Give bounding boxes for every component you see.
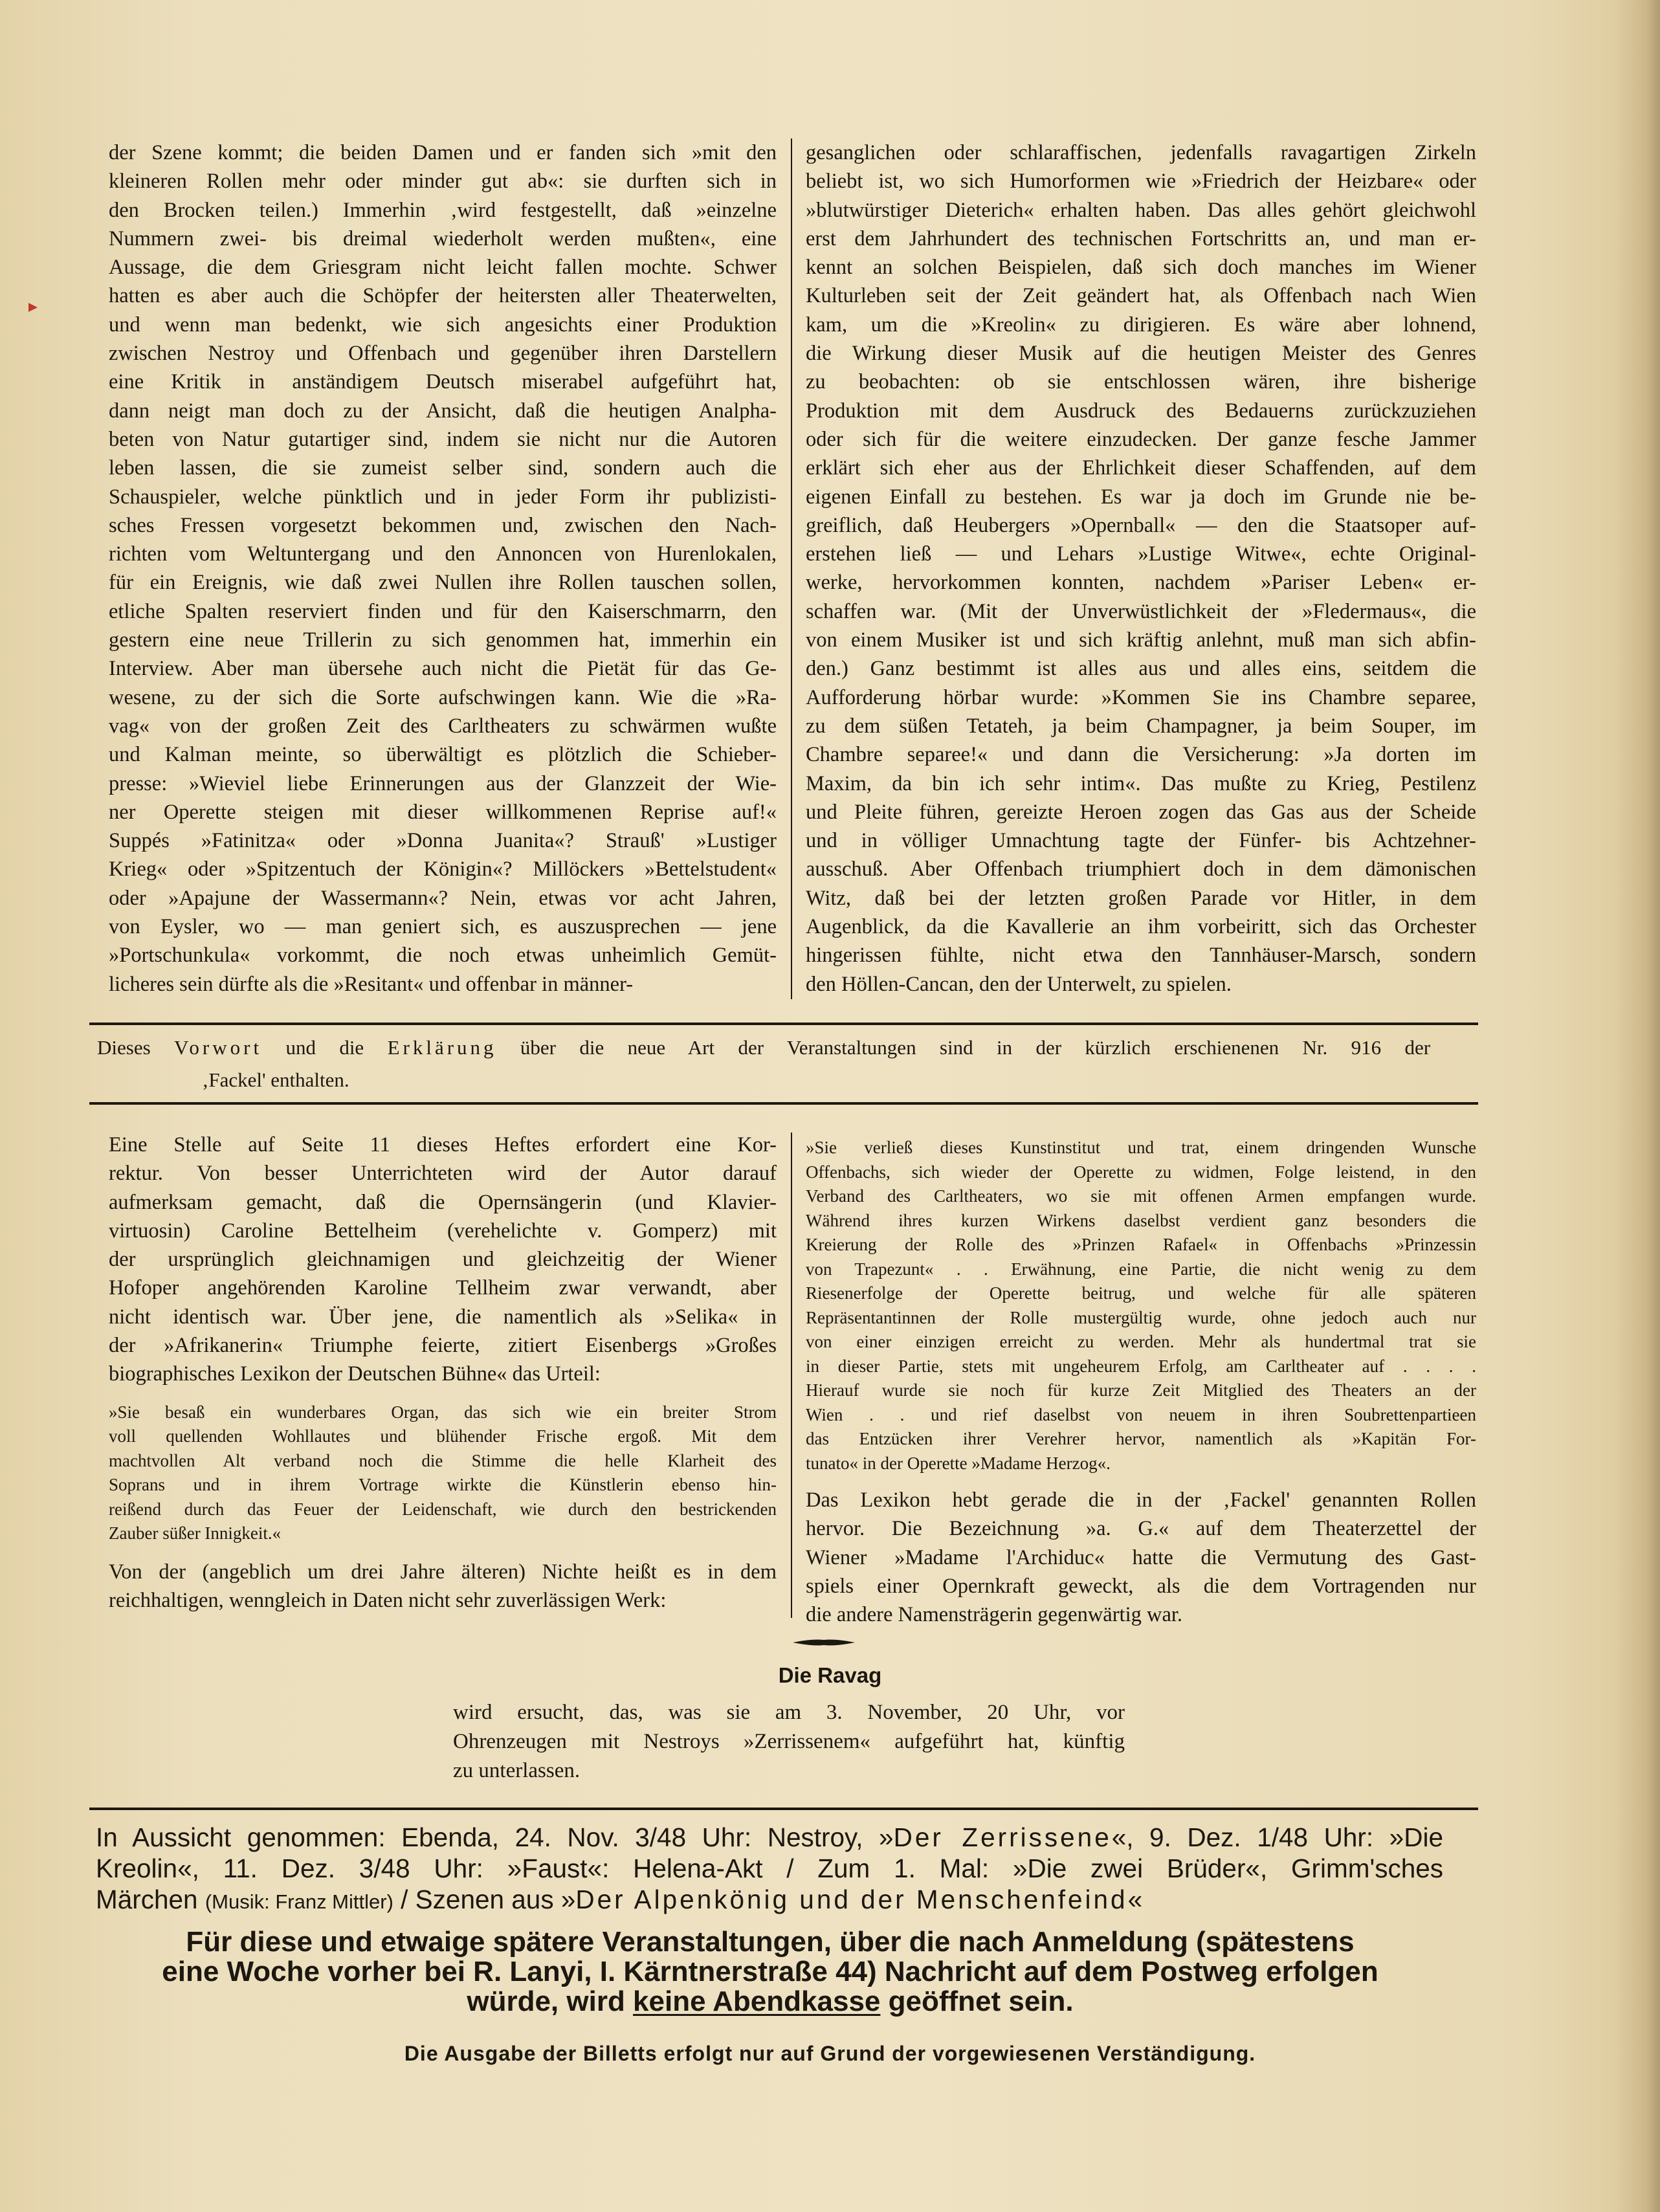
column-divider-bottom bbox=[791, 1133, 792, 1618]
text-line: zu beobachten: ob sie entschlossen wären, ihre bisherige bbox=[806, 370, 1476, 394]
music-credit: (Musik: Franz Mittler) bbox=[205, 1890, 393, 1913]
text-line: oder »Apajune der Wassermann«? Nein, etwas vor acht Jahren, bbox=[109, 886, 777, 910]
text-line: aufmerksam gemacht, daß die Opernsängerin (und Klavier- bbox=[109, 1190, 777, 1214]
text-line: Wiener »Madame l'Archiduc« hatte die Vermutung des Gast- bbox=[806, 1545, 1476, 1569]
red-margin-mark bbox=[28, 303, 38, 312]
text-line: kennt an solchen Beispielen, daß sich doch manches im Wiener bbox=[806, 256, 1476, 280]
paper-edge-shadow bbox=[1615, 0, 1660, 2212]
quote-line: Verband des Carltheaters, wo sie mit offenen Armen empfangen wurde. bbox=[806, 1186, 1476, 1206]
text-line: wesene, zu der sich die Sorte aufschwingen kann. Wie die »Ra- bbox=[109, 685, 777, 709]
text-line: wird ersucht, das, was sie am 3. November, 20 Uhr, vor bbox=[453, 1701, 1125, 1724]
text-line: zwischen Nestroy und Offenbach und gegenüber ihren Darstellern bbox=[109, 342, 777, 366]
prospect-text: 8 Uhr: »Die bbox=[1293, 1822, 1443, 1852]
notice-spaced-2: Erklärung bbox=[387, 1036, 497, 1059]
column-divider-top bbox=[791, 138, 792, 999]
quote-line: reißend durch das Feuer der Leidenschaft, wie durch den bestrickenden bbox=[109, 1499, 777, 1519]
quote-line: Offenbachs, sich wieder der Operette zu widmen, Folge leistend, in den bbox=[806, 1162, 1476, 1182]
text-line: nicht identisch war. Über jene, die namentlich als »Selika« in bbox=[109, 1305, 777, 1329]
text-line: den Brocken teilen.) Immerhin ‚wird festgestellt, daß »einzelne bbox=[109, 198, 777, 222]
text-line: Schauspieler, welche pünktlich und in jeder Form ihr publizisti- bbox=[109, 485, 777, 509]
text-line: den.) Ganz bestimmt ist alles aus und alles eins, seitdem die bbox=[806, 657, 1476, 681]
text-line: Augenblick, da die Kavallerie an ihm vorbeiritt, sich das Orchester bbox=[806, 915, 1476, 939]
prospect-text: Kreolin«, 11. Dez. bbox=[96, 1853, 359, 1883]
text-line: Nummern zwei- bis dreimal wiederholt werden mußten«, eine bbox=[109, 227, 777, 250]
quote-line: Hierauf wurde sie noch für kurze Zeit Mitglied des Theaters an der bbox=[806, 1380, 1476, 1400]
text-line: eine Kritik in anständigem Deutsch miserabel aufgeführt hat, bbox=[109, 370, 777, 394]
text-line: ner Operette steigen mit dieser willkommenen Reprise auf!« bbox=[109, 800, 777, 824]
text-line: hingerissen fühlte, nicht etwa den Tannhäuser-Marsch, sondern bbox=[806, 944, 1476, 968]
text-line: licheres sein dürfte als die »Resitant« und offenbar in männer- bbox=[109, 972, 634, 996]
text-line: greiflich, daß Heubergers »Opernball« — den die Staatsoper auf- bbox=[806, 513, 1476, 537]
text-line: Eine Stelle auf Seite 11 dieses Heftes erfordert eine Kor- bbox=[109, 1133, 777, 1156]
text-line: leben lassen, die sie zumeist selber sind, sondern auch die bbox=[109, 456, 777, 480]
prospect-line-1 bbox=[96, 1822, 1443, 1853]
prospect-text: « bbox=[1127, 1885, 1143, 1914]
text-line: vag« von der großen Zeit des Carltheaters zu schwärmen wußte bbox=[109, 714, 777, 738]
text-line: Krieg« oder »Spitzentuch der Königin«? Millöckers »Bettelstudent« bbox=[109, 857, 777, 881]
play-title: Der Alpenkönig und der Menschenfeind bbox=[575, 1885, 1128, 1914]
ravag-title: Die Ravag bbox=[778, 1663, 882, 1687]
text-line: Aussage, die dem Griesgram nicht leicht fallen mochte. Schwer bbox=[109, 256, 777, 280]
quote-line: Zauber süßer Innigkeit.« bbox=[109, 1523, 282, 1543]
text-line: Das Lexikon hebt gerade die in der ‚Fackel' genannten Rollen bbox=[806, 1488, 1476, 1512]
text-line: von Eysler, wo — man geniert sich, es auszusprechen — jene bbox=[109, 915, 777, 939]
text-line: dann neigt man doch zu der Ansicht, daß die heutigen Analpha- bbox=[109, 399, 777, 423]
quote-line: von einer einzigen erreicht zu werden. Mehr als hundertmal trat sie bbox=[806, 1332, 1476, 1351]
text-line: der »Afrikanerin« Triumphe feierte, zitiert Eisenbergs »Großes bbox=[109, 1334, 777, 1358]
top-left-column bbox=[109, 138, 777, 999]
notice-spaced-1: Vorwort bbox=[174, 1036, 263, 1059]
text-line: werke, hervorkommen konnten, nachdem »Pariser Leben« er- bbox=[806, 571, 1476, 595]
text-line: der Szene kommt; die beiden Damen und er fanden sich »mit den bbox=[109, 141, 777, 164]
announcement bbox=[97, 1927, 1443, 2017]
text-line: Maxim, da bin ich sehr intim«. Das mußte zu Krieg, Pestilenz bbox=[806, 771, 1476, 795]
quote-line: Wien . . und rief daselbst von neuem in ihren Soubrettenpartieen bbox=[806, 1404, 1476, 1424]
text-line: zu dem süßen Tetateh, ja beim Champagner, ja beim Souper, im bbox=[806, 714, 1476, 738]
text-line: gesanglichen oder schlaraffischen, jedenfalls ravagartigen Zirkeln bbox=[806, 141, 1476, 164]
quote-line: von Trapezunt« . . Erwähnung, eine Partie, die nicht wenig zu dem bbox=[806, 1259, 1476, 1279]
announcement-line-1: Für diese und etwaige spätere Veranstaltungen, über die nach Anmeldung (spätestens bbox=[186, 1926, 1355, 1958]
text-line: beten von Natur gutartiger sind, indem sie nicht nur die Autoren bbox=[109, 427, 777, 451]
announcement-line-2: eine Woche vorher bei R. Lanyi, I. Kärntnerstraße 44) Nachricht auf dem Postweg erfolgen bbox=[162, 1956, 1378, 1987]
billets-note: Die Ausgabe der Billetts erfolgt nur auf Grund der vorgewiesenen Verständigung. bbox=[404, 2042, 1256, 2065]
text-line: schaffen war. (Mit der Unverwüstlichkeit der »Fledermaus«, die bbox=[806, 599, 1476, 623]
text-line: und in völliger Umnachtung tagte der Fünfer- bis Achtzehner- bbox=[806, 829, 1476, 853]
text-line: den Höllen-Cancan, den der Unterwelt, zu spielen. bbox=[806, 972, 1232, 996]
text-line: Ohrenzeugen mit Nestroys »Zerrissenem« aufgeführt hat, künftig bbox=[453, 1730, 1125, 1753]
text-line: erstehen ließ — und Lehars »Lustige Witwe«, echte Original- bbox=[806, 542, 1476, 566]
text-line: beliebt ist, wo sich Humorformen wie »Friedrich der Heizbare« oder bbox=[806, 170, 1476, 194]
notice-text-3: über die neue Art der Veranstaltungen sind in der kürzlich erschienenen Nr. 916 der bbox=[520, 1036, 1431, 1059]
prospect-text: In Aussicht genommen: Ebenda, 24. Nov. bbox=[96, 1822, 636, 1852]
top-right-column bbox=[806, 138, 1476, 999]
text-line: Witz, daß bei der letzten großen Parade vor Hitler, in dem bbox=[806, 886, 1476, 910]
text-line: Hofoper angehörenden Karoline Tellheim zwar verwandt, aber bbox=[109, 1276, 777, 1300]
text-line: »Portschunkula« vorkommt, die noch etwas unheimlich Gemüt- bbox=[109, 944, 777, 968]
prospect-line-3 bbox=[96, 1884, 1443, 1918]
text-line: etliche Spalten reserviert finden und für den Kaiserschmarrn, den bbox=[109, 599, 777, 623]
fraction: 1/4 bbox=[1257, 1822, 1294, 1852]
ravag-body bbox=[453, 1698, 1125, 1786]
text-line: oder sich für die weitere einzudecken. Der ganze fesche Jammer bbox=[806, 427, 1476, 451]
text-line: der ursprünglich gleichnamigen und gleichzeitig der Wiener bbox=[109, 1248, 777, 1272]
notice-paragraph bbox=[97, 1032, 1430, 1096]
text-line: reichhaltigen, wenngleich in Daten nicht sehr zuverlässigen Werk: bbox=[109, 1588, 667, 1612]
text-line: die andere Namensträgerin gegenwärtig war. bbox=[806, 1603, 1183, 1627]
fraction: 3/4 bbox=[635, 1822, 672, 1852]
text-line: Produktion mit dem Ausdruck des Bedauerns zurückzuziehen bbox=[806, 399, 1476, 423]
quote-line: das Entzücken ihrer Verehrer hervor, namentlich als »Kapitän For- bbox=[806, 1429, 1476, 1448]
play-title: Der Zerrissene bbox=[893, 1822, 1112, 1852]
text-line: eigenen Einfall zu bestehen. Es war ja doch im Grunde nie be- bbox=[806, 485, 1476, 509]
text-line: und Pleite führen, gereizte Heroen zogen das Gas aus der Scheide bbox=[806, 800, 1476, 824]
quote-line: in dieser Partie, stets mit ungeheurem Erfolg, am Carltheater auf . . . . bbox=[806, 1356, 1476, 1376]
text-line: erst dem Jahrhundert des technischen Fortschritts an, und man er- bbox=[806, 227, 1476, 250]
text-line: ausschuß. Aber Offenbach triumphiert doch in dem dämonischen bbox=[806, 857, 1476, 881]
ornament-dash bbox=[793, 1639, 855, 1646]
text-line: presse: »Wieviel liebe Erinnerungen aus der Glanzzeit der Wie- bbox=[109, 771, 777, 795]
correction-left-column bbox=[109, 1131, 777, 1615]
fraction: 3/4 bbox=[359, 1853, 396, 1883]
text-line: und Kalman meinte, so überwältigt es plötzlich die Schieber- bbox=[109, 743, 777, 767]
text-line: hatten es aber auch die Schöpfer der heitersten aller Theaterwelten, bbox=[109, 284, 777, 308]
text-line: Kulturleben seit der Zeit geändert hat, als Offenbach nach Wien bbox=[806, 284, 1476, 308]
text-line: kleineren Rollen mehr oder minder gut ab«: sie durften sich in bbox=[109, 170, 777, 194]
underlined-phrase: keine Abendkasse bbox=[633, 1985, 881, 2017]
text-line: spiels einer Opernkraft geweckt, als die dem Vortragenden nur bbox=[806, 1574, 1476, 1598]
prospect-text: 8 Uhr: Nestroy, » bbox=[671, 1822, 894, 1852]
text-line: und wenn man bedenkt, wie sich angesichts einer Produktion bbox=[109, 313, 777, 337]
quote-line: »Sie verließ dieses Kunstinstitut und trat, einem dringenden Wunsche bbox=[806, 1138, 1476, 1157]
text-line: sches Fressen vorgesetzt bekommen und, zwischen den Nach- bbox=[109, 513, 777, 537]
quote-line: Repräsentantinnen der Rolle mustergültig wurde, ohne jedoch auch nur bbox=[806, 1307, 1476, 1327]
prospect-text: Märchen bbox=[96, 1885, 205, 1914]
section-rule-bottom bbox=[89, 1808, 1478, 1810]
announcement-text: würde, wird bbox=[467, 1985, 634, 2017]
text-line: virtuosin) Caroline Bettelheim (verehelichte v. Gomperz) mit bbox=[109, 1219, 777, 1243]
prospect-text: «, 9. Dez. bbox=[1111, 1822, 1257, 1852]
announcement-text: geöffnet sein. bbox=[880, 1985, 1074, 2017]
quote-line: Kreierung der Rolle des »Prinzen Rafael« in Offenbachs »Prinzessin bbox=[806, 1235, 1476, 1254]
quote-line: Riesenerfolge der Operette beitrug, und welche für alle späteren bbox=[806, 1283, 1476, 1303]
text-line: richten vom Weltuntergang und den Annoncen von Hurenlokalen, bbox=[109, 542, 777, 566]
quote-line: »Sie besaß ein wunderbares Organ, das sich wie ein breiter Strom bbox=[109, 1402, 777, 1422]
text-line: rektur. Von besser Unterrichteten wird der Autor darauf bbox=[109, 1162, 777, 1186]
text-line: die Wirkung dieser Musik auf die heutigen Meister des Genres bbox=[806, 342, 1476, 366]
text-line: erklärt sich eher aus der Ehrlichkeit dieser Schaffenden, auf dem bbox=[806, 456, 1476, 480]
prospect-paragraph bbox=[96, 1822, 1443, 1918]
text-line: »blutwürstiger Dieterich« erhalten haben. Das alles gehört gleichwohl bbox=[806, 198, 1476, 222]
text-line: Aufforderung hörbar wurde: »Kommen Sie ins Chambre separee, bbox=[806, 685, 1476, 709]
text-line: kam, um die »Kreolin« zu dirigieren. Es wäre aber lohnend, bbox=[806, 313, 1476, 337]
text-line: Interview. Aber man übersehe auch nicht die Pietät für das Ge- bbox=[109, 657, 777, 681]
text-line: zu unterlassen. bbox=[453, 1759, 581, 1782]
text-line: gestern eine neue Trillerin zu sich genommen hat, immerhin ein bbox=[109, 628, 777, 652]
text-line: Chambre separee!« und dann die Versicherung: »Ja dorten im bbox=[806, 743, 1476, 767]
section-rule-top bbox=[89, 1023, 1478, 1025]
quote-line: voll quellenden Wohllautes und blühender Frische ergoß. Mit dem bbox=[109, 1426, 777, 1446]
notice-line-2: ‚Fackel' enthalten. bbox=[202, 1068, 349, 1091]
quote-line: Während ihres kurzen Wirkens daselbst verdient ganz besonders die bbox=[806, 1210, 1476, 1230]
prospect-text: 8 Uhr: »Faust«: Helena-Akt / Zum 1. Mal: »Die zwei Brüder«, Grimm'sches bbox=[395, 1853, 1443, 1883]
announcement-line-3 bbox=[97, 1987, 1443, 2017]
notice-text-2: und die bbox=[285, 1036, 364, 1059]
text-line: von einem Musiker ist und sich kräftig anlehnt, muß man sich abfin- bbox=[806, 628, 1476, 652]
text-line: Suppés »Fatinitza« oder »Donna Juanita«? Strauß' »Lustiger bbox=[109, 829, 777, 853]
text-line: Von der (angeblich um drei Jahre älteren) Nichte heißt es in dem bbox=[109, 1560, 777, 1584]
text-line: für ein Ereignis, wie daß zwei Nullen ihre Rollen tauschen sollen, bbox=[109, 571, 777, 595]
prospect-line-2 bbox=[96, 1853, 1443, 1884]
text-line: hervor. Die Bezeichnung »a. G.« auf dem Theaterzettel der bbox=[806, 1517, 1476, 1541]
prospect-text: / Szenen aus » bbox=[393, 1885, 576, 1914]
notice-text-1: Dieses bbox=[97, 1036, 151, 1059]
correction-right-column bbox=[806, 1136, 1476, 1629]
quote-line: machtvollen Alt verband noch die Stimme die helle Klarheit des bbox=[109, 1450, 777, 1470]
quote-line: tunato« in der Operette »Madame Herzog«. bbox=[806, 1453, 1111, 1473]
text-line: biographisches Lexikon der Deutschen Bühne« das Urteil: bbox=[109, 1362, 601, 1386]
section-rule-middle bbox=[89, 1102, 1478, 1105]
quote-line: Soprans und in ihrem Vortrage wirkte die Künstlerin ebenso hin- bbox=[109, 1475, 777, 1495]
